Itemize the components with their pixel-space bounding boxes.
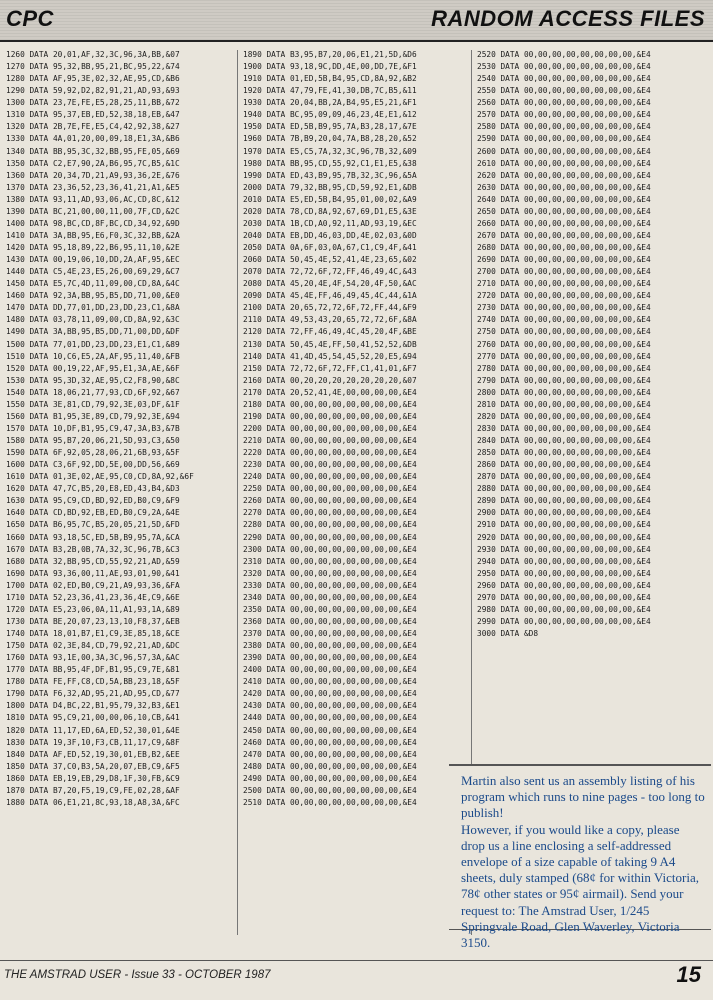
listing-line: 1280 DATA AF,95,3E,02,32,AE,95,CD,&B6 — [6, 74, 180, 84]
listing-line: 2020 DATA 78,CD,8A,92,67,69,D1,E5,&3E — [243, 206, 417, 216]
listing-line: 2900 DATA 00,00,00,00,00,00,00,00,&E4 — [477, 508, 651, 518]
listing-line: 2430 DATA 00,00,00,00,00,00,00,00,&E4 — [243, 701, 417, 711]
listing-line: 2150 DATA 72,72,6F,72,FF,C1,41,01,&F7 — [243, 363, 417, 373]
listing-line: 2710 DATA 00,00,00,00,00,00,00,00,&E4 — [477, 279, 651, 289]
listing-line: 2810 DATA 00,00,00,00,00,00,00,00,&E4 — [477, 399, 651, 409]
listing-line: 1470 DATA DD,77,01,DD,23,DD,23,C1,&8A — [6, 303, 180, 313]
listing-column-3 — [477, 49, 709, 640]
listing-line: 1400 DATA 98,BC,CD,8F,BC,CD,34,92,&9D — [6, 218, 180, 228]
listing-line: 1530 DATA 95,3D,32,AE,95,C2,F8,90,&8C — [6, 375, 180, 385]
listing-line: 1570 DATA 10,DF,B1,95,C9,47,3A,B3,&7B — [6, 423, 180, 433]
listing-column-2 — [243, 49, 468, 809]
listing-line: 1510 DATA 10,C6,E5,2A,AF,95,11,40,&FB — [6, 351, 180, 361]
listing-line: 2950 DATA 00,00,00,00,00,00,00,00,&E4 — [477, 568, 651, 578]
listing-line: 1320 DATA 2B,7E,FE,E5,C4,42,92,38,&27 — [6, 122, 180, 132]
listing-line: 1600 DATA C3,6F,92,DD,5E,00,DD,56,&69 — [6, 460, 180, 470]
listing-line: 2990 DATA 00,00,00,00,00,00,00,00,&E4 — [477, 616, 651, 626]
listing-line: 2920 DATA 00,00,00,00,00,00,00,00,&E4 — [477, 532, 651, 542]
listing-line: 2060 DATA 50,45,4E,52,41,4E,23,65,&02 — [243, 255, 417, 265]
listing-line: 1490 DATA 3A,BB,95,B5,DD,71,00,DD,&DF — [6, 327, 180, 337]
listing-line: 1690 DATA 93,36,00,11,AE,93,01,90,&41 — [6, 568, 180, 578]
listing-line: 1750 DATA 02,3E,84,CD,79,92,21,AD,&DC — [6, 641, 180, 651]
listing-line: 1340 DATA BB,95,3C,32,BB,95,FE,05,&69 — [6, 146, 180, 156]
listing-line: 2500 DATA 00,00,00,00,00,00,00,00,&E4 — [243, 785, 417, 795]
listing-line: 2120 DATA 72,FF,46,49,4C,45,20,4F,&BE — [243, 327, 417, 337]
header-rule — [0, 40, 713, 42]
listing-line: 2770 DATA 00,00,00,00,00,00,00,00,&E4 — [477, 351, 651, 361]
listing-line: 1500 DATA 77,01,DD,23,DD,23,E1,C1,&89 — [6, 339, 180, 349]
listing-line: 2320 DATA 00,00,00,00,00,00,00,00,&E4 — [243, 568, 417, 578]
listing-line: 1590 DATA 6F,92,05,28,06,21,6B,93,&5F — [6, 448, 180, 458]
listing-line: 2070 DATA 72,72,6F,72,FF,46,49,4C,&43 — [243, 267, 417, 277]
listing-line: 2450 DATA 00,00,00,00,00,00,00,00,&E4 — [243, 725, 417, 735]
listing-line: 1810 DATA 95,C9,21,00,00,06,10,CB,&41 — [6, 713, 180, 723]
listing-line: 1360 DATA 20,34,7D,21,A9,93,36,2E,&76 — [6, 170, 180, 180]
listing-line: 2330 DATA 00,00,00,00,00,00,00,00,&E4 — [243, 580, 417, 590]
listing-line: 1610 DATA 01,3E,02,AE,95,C0,CD,8A,92,&6F — [6, 472, 194, 482]
listing-line: 2400 DATA 00,00,00,00,00,00,00,00,&E4 — [243, 665, 417, 675]
listing-line: 2830 DATA 00,00,00,00,00,00,00,00,&E4 — [477, 423, 651, 433]
listing-line: 2350 DATA 00,00,00,00,00,00,00,00,&E4 — [243, 604, 417, 614]
listing-line: 1290 DATA 59,92,D2,82,91,21,AD,93,&93 — [6, 86, 180, 96]
listing-line: 2440 DATA 00,00,00,00,00,00,00,00,&E4 — [243, 713, 417, 723]
listing-line: 2190 DATA 00,00,00,00,00,00,00,00,&E4 — [243, 411, 417, 421]
listing-line: 1730 DATA BE,20,07,23,13,10,F8,37,&EB — [6, 616, 180, 626]
listing-line: 1820 DATA 11,17,ED,6A,ED,52,30,01,&4E — [6, 725, 180, 735]
listing-line: 1380 DATA 93,11,AD,93,06,AC,CD,8C,&12 — [6, 194, 180, 204]
listing-line: 2760 DATA 00,00,00,00,00,00,00,00,&E4 — [477, 339, 651, 349]
listing-line: 1260 DATA 20,01,AF,32,3C,96,3A,BB,&07 — [6, 50, 180, 59]
listing-line: 1410 DATA 3A,BB,95,E6,F0,3C,32,BB,&2A — [6, 230, 180, 240]
listing-line: 1560 DATA B1,95,3E,89,CD,79,92,3E,&94 — [6, 411, 180, 421]
listing-line: 1880 DATA 06,E1,21,8C,93,18,A8,3A,&FC — [6, 797, 180, 807]
listing-line: 1960 DATA 7B,B9,20,04,7A,B8,28,20,&52 — [243, 134, 417, 144]
listing-line: 1800 DATA D4,BC,22,B1,95,79,32,B3,&E1 — [6, 701, 180, 711]
listing-line: 1450 DATA E5,7C,4D,11,09,00,CD,8A,&4C — [6, 279, 180, 289]
note-paragraph: Martin also sent us an assembly listing of his program which runs to nine pages - too long to publish! — [461, 773, 705, 821]
listing-line: 2340 DATA 00,00,00,00,00,00,00,00,&E4 — [243, 592, 417, 602]
listing-line: 2750 DATA 00,00,00,00,00,00,00,00,&E4 — [477, 327, 651, 337]
listing-line: 2650 DATA 00,00,00,00,00,00,00,00,&E4 — [477, 206, 651, 216]
listing-line: 2110 DATA 49,53,43,20,65,72,72,6F,&8A — [243, 315, 417, 325]
listing-line: 2530 DATA 00,00,00,00,00,00,00,00,&E4 — [477, 62, 651, 72]
listing-line: 1900 DATA 93,18,9C,DD,4E,00,DD,7E,&F1 — [243, 62, 417, 72]
note-paragraph: However, if you would like a copy, please drop us a line enclosing a self-addressed envelope of a size capable of taking 9 A4 sheets, duly stamped (68¢ for within Victoria, 78¢ other states or 95¢ airmail). Send your request to: The Amstrad User, 1/245 Springvale Road, Glen Waverley, Victoria 3150. — [461, 821, 699, 951]
listing-line: 1580 DATA 95,B7,20,06,21,5D,93,C3,&50 — [6, 436, 180, 445]
listing-line: 2580 DATA 00,00,00,00,00,00,00,00,&E4 — [477, 122, 651, 132]
listing-line: 2930 DATA 00,00,00,00,00,00,00,00,&E4 — [477, 544, 651, 554]
listing-line: 2140 DATA 41,4D,45,54,45,52,20,E5,&94 — [243, 351, 417, 361]
listing-column-1 — [6, 49, 234, 809]
listing-line: 1700 DATA 02,ED,B0,C9,21,A9,93,36,&FA — [6, 580, 180, 590]
listing-line: 2960 DATA 00,00,00,00,00,00,00,00,&E4 — [477, 580, 651, 590]
footer-issue: THE AMSTRAD USER - Issue 33 - OCTOBER 1987 — [4, 969, 271, 981]
footer-rule — [0, 960, 713, 961]
listing-line: 2290 DATA 00,00,00,00,00,00,00,00,&E4 — [243, 532, 417, 542]
listing-line: 2130 DATA 50,45,4E,FF,50,41,52,52,&DB — [243, 339, 417, 349]
listing-line: 2790 DATA 00,00,00,00,00,00,00,00,&E4 — [477, 375, 651, 385]
listing-line: 1680 DATA 32,BB,95,CD,55,92,21,AD,&59 — [6, 556, 180, 566]
listing-line: 1550 DATA 3E,81,CD,79,92,3E,03,DF,&1F — [6, 399, 180, 409]
listing-line: 1460 DATA 92,3A,BB,95,B5,DD,71,00,&E0 — [6, 291, 180, 301]
listing-line: 2490 DATA 00,00,00,00,00,00,00,00,&E4 — [243, 773, 417, 783]
listing-line: 1950 DATA ED,5B,B9,95,7A,B3,28,17,&7E — [243, 122, 417, 132]
listing-line: 2240 DATA 00,00,00,00,00,00,00,00,&E4 — [243, 472, 417, 482]
listing-line: 2390 DATA 00,00,00,00,00,00,00,00,&E4 — [243, 653, 417, 663]
listing-line: 1310 DATA 95,37,EB,ED,52,38,18,EB,&47 — [6, 110, 180, 120]
listing-line: 2610 DATA 00,00,00,00,00,00,00,00,&E4 — [477, 158, 651, 168]
listing-line: 2050 DATA 0A,6F,03,0A,67,C1,C9,4F,&41 — [243, 243, 417, 252]
listing-line: 1660 DATA 93,18,5C,ED,5B,B9,95,7A,&CA — [6, 532, 180, 542]
listing-line: 2560 DATA 00,00,00,00,00,00,00,00,&E4 — [477, 98, 651, 108]
listing-line: 1890 DATA B3,95,B7,20,06,E1,21,5D,&D6 — [243, 50, 417, 59]
listing-line: 2030 DATA 1B,CD,A0,92,11,AD,93,19,&EC — [243, 218, 417, 228]
section-label: CPC — [6, 6, 54, 31]
listing-line: 1990 DATA ED,43,B9,95,7B,32,3C,96,&5A — [243, 170, 417, 180]
listing-line: 2090 DATA 45,4E,FF,46,49,45,4C,44,&1A — [243, 291, 417, 301]
listing-line: 2670 DATA 00,00,00,00,00,00,00,00,&E4 — [477, 230, 651, 240]
listing-line: 3000 DATA &D8 — [477, 629, 539, 638]
listing-line: 1860 DATA EB,19,EB,29,D8,1F,30,FB,&C9 — [6, 773, 180, 783]
listing-line: 2170 DATA 20,52,41,4E,00,00,00,00,&E4 — [243, 387, 417, 397]
listing-line: 2740 DATA 00,00,00,00,00,00,00,00,&E4 — [477, 315, 651, 325]
listing-line: 1910 DATA 01,ED,5B,B4,95,CD,8A,92,&B2 — [243, 74, 417, 84]
listing-line: 2550 DATA 00,00,00,00,00,00,00,00,&E4 — [477, 86, 651, 96]
listing-line: 2640 DATA 00,00,00,00,00,00,00,00,&E4 — [477, 194, 651, 204]
listing-line: 2660 DATA 00,00,00,00,00,00,00,00,&E4 — [477, 218, 651, 228]
listing-line: 1640 DATA CD,BD,92,EB,ED,B0,C9,2A,&4E — [6, 508, 180, 518]
listing-line: 2380 DATA 00,00,00,00,00,00,00,00,&E4 — [243, 641, 417, 651]
listing-line: 2480 DATA 00,00,00,00,00,00,00,00,&E4 — [243, 761, 417, 771]
listing-line: 1630 DATA 95,C9,CD,BD,92,ED,B0,C9,&F9 — [6, 496, 180, 506]
listing-line: 2210 DATA 00,00,00,00,00,00,00,00,&E4 — [243, 436, 417, 445]
listing-line: 2630 DATA 00,00,00,00,00,00,00,00,&E4 — [477, 182, 651, 192]
article-title: RANDOM ACCESS FILES — [431, 6, 705, 31]
listing-line: 1940 DATA BC,95,09,09,46,23,4E,E1,&12 — [243, 110, 417, 120]
listing-line: 1480 DATA 03,78,11,09,00,CD,8A,92,&3C — [6, 315, 180, 325]
listing-line: 1850 DATA 37,C0,B3,5A,20,07,EB,C9,&F5 — [6, 761, 180, 771]
listing-line: 1920 DATA 47,79,FE,41,30,DB,7C,B5,&11 — [243, 86, 417, 96]
listing-line: 2890 DATA 00,00,00,00,00,00,00,00,&E4 — [477, 496, 651, 506]
listing-line: 1350 DATA C2,E7,90,2A,B6,95,7C,B5,&1C — [6, 158, 180, 168]
listing-line: 2270 DATA 00,00,00,00,00,00,00,00,&E4 — [243, 508, 417, 518]
listing-line: 1780 DATA FE,FF,C8,CD,5A,BB,23,18,&5F — [6, 677, 180, 687]
listing-line: 2200 DATA 00,00,00,00,00,00,00,00,&E4 — [243, 423, 417, 433]
listing-line: 2420 DATA 00,00,00,00,00,00,00,00,&E4 — [243, 689, 417, 699]
listing-line: 1790 DATA F6,32,AD,95,21,AD,95,CD,&77 — [6, 689, 180, 699]
listing-line: 2840 DATA 00,00,00,00,00,00,00,00,&E4 — [477, 436, 651, 445]
listing-line: 2370 DATA 00,00,00,00,00,00,00,00,&E4 — [243, 629, 417, 638]
listing-line: 1370 DATA 23,36,52,23,36,41,21,A1,&E5 — [6, 182, 180, 192]
listing-line: 2940 DATA 00,00,00,00,00,00,00,00,&E4 — [477, 556, 651, 566]
page-header — [0, 0, 713, 40]
listing-line: 1430 DATA 00,19,06,10,DD,2A,AF,95,&EC — [6, 255, 180, 265]
listing-line: 2010 DATA E5,ED,5B,B4,95,01,00,02,&A9 — [243, 194, 417, 204]
listing-line: 2980 DATA 00,00,00,00,00,00,00,00,&E4 — [477, 604, 651, 614]
listing-line: 2470 DATA 00,00,00,00,00,00,00,00,&E4 — [243, 749, 417, 759]
listing-line: 2870 DATA 00,00,00,00,00,00,00,00,&E4 — [477, 472, 651, 482]
listing-line: 2600 DATA 00,00,00,00,00,00,00,00,&E4 — [477, 146, 651, 156]
column-divider — [237, 50, 238, 935]
listing-line: 1650 DATA B6,95,7C,B5,20,05,21,5D,&FD — [6, 520, 180, 530]
listing-line: 1740 DATA 18,01,B7,E1,C9,3E,85,18,&CE — [6, 629, 180, 638]
listing-line: 1830 DATA 19,3F,10,F3,CB,11,17,C9,&8F — [6, 737, 180, 747]
listing-line: 2680 DATA 00,00,00,00,00,00,00,00,&E4 — [477, 243, 651, 252]
assembly-listing-note — [449, 764, 711, 951]
listing-line: 1620 DATA 47,7C,B5,20,E8,ED,43,B4,&D3 — [6, 484, 180, 494]
listing-line: 1420 DATA 95,18,89,22,B6,95,11,10,&2E — [6, 243, 180, 252]
listing-line: 2730 DATA 00,00,00,00,00,00,00,00,&E4 — [477, 303, 651, 313]
listing-line: 2250 DATA 00,00,00,00,00,00,00,00,&E4 — [243, 484, 417, 494]
listing-line: 2160 DATA 00,20,20,20,20,20,20,20,&07 — [243, 375, 417, 385]
listing-line: 2460 DATA 00,00,00,00,00,00,00,00,&E4 — [243, 737, 417, 747]
listing-line: 1840 DATA AF,ED,52,19,30,01,EB,B2,&EE — [6, 749, 180, 759]
listing-line: 2180 DATA 00,00,00,00,00,00,00,00,&E4 — [243, 399, 417, 409]
listing-line: 2410 DATA 00,00,00,00,00,00,00,00,&E4 — [243, 677, 417, 687]
listing-line: 1980 DATA BB,95,CD,55,92,C1,E1,E5,&38 — [243, 158, 417, 168]
listing-line: 1300 DATA 23,7E,FE,E5,28,25,11,BB,&72 — [6, 98, 180, 108]
listing-line: 2260 DATA 00,00,00,00,00,00,00,00,&E4 — [243, 496, 417, 506]
listing-line: 1720 DATA E5,23,06,0A,11,A1,93,1A,&89 — [6, 604, 180, 614]
listing-line: 2300 DATA 00,00,00,00,00,00,00,00,&E4 — [243, 544, 417, 554]
listing-line: 2800 DATA 00,00,00,00,00,00,00,00,&E4 — [477, 387, 651, 397]
listing-line: 2690 DATA 00,00,00,00,00,00,00,00,&E4 — [477, 255, 651, 265]
listing-line: 2230 DATA 00,00,00,00,00,00,00,00,&E4 — [243, 460, 417, 470]
listing-line: 2540 DATA 00,00,00,00,00,00,00,00,&E4 — [477, 74, 651, 84]
listing-line: 1670 DATA B3,2B,0B,7A,32,3C,96,7B,&C3 — [6, 544, 180, 554]
listing-line: 2360 DATA 00,00,00,00,00,00,00,00,&E4 — [243, 616, 417, 626]
listing-line: 1440 DATA C5,4E,23,E5,26,00,69,29,&C7 — [6, 267, 180, 277]
listing-line: 2520 DATA 00,00,00,00,00,00,00,00,&E4 — [477, 50, 651, 59]
listing-line: 1870 DATA B7,20,F5,19,C9,FE,02,28,&AF — [6, 785, 180, 795]
listing-line: 2970 DATA 00,00,00,00,00,00,00,00,&E4 — [477, 592, 651, 602]
listing-line: 2000 DATA 79,32,BB,95,CD,59,92,E1,&DB — [243, 182, 417, 192]
listing-line: 1330 DATA 4A,01,20,00,09,18,E1,3A,&B6 — [6, 134, 180, 144]
listing-line: 1390 DATA BC,21,00,00,11,00,7F,CD,&2C — [6, 206, 180, 216]
listing-line: 2850 DATA 00,00,00,00,00,00,00,00,&E4 — [477, 448, 651, 458]
listing-line: 2040 DATA EB,DD,46,03,DD,4E,02,03,&0D — [243, 230, 417, 240]
listing-line: 2720 DATA 00,00,00,00,00,00,00,00,&E4 — [477, 291, 651, 301]
listing-line: 2220 DATA 00,00,00,00,00,00,00,00,&E4 — [243, 448, 417, 458]
listing-line: 2590 DATA 00,00,00,00,00,00,00,00,&E4 — [477, 134, 651, 144]
listing-line: 1710 DATA 52,23,36,41,23,36,4E,C9,&6E — [6, 592, 180, 602]
listing-line: 2700 DATA 00,00,00,00,00,00,00,00,&E4 — [477, 267, 651, 277]
listing-line: 1760 DATA 93,1E,00,3A,3C,96,57,3A,&AC — [6, 653, 180, 663]
listing-line: 2510 DATA 00,00,00,00,00,00,00,00,&E4 — [243, 797, 417, 807]
listing-line: 1930 DATA 20,04,BB,2A,B4,95,E5,21,&F1 — [243, 98, 417, 108]
listing-line: 1520 DATA 00,19,22,AF,95,E1,3A,AE,&6F — [6, 363, 180, 373]
listing-line: 1270 DATA 95,32,BB,95,21,BC,95,22,&74 — [6, 62, 180, 72]
listing-line: 2860 DATA 00,00,00,00,00,00,00,00,&E4 — [477, 460, 651, 470]
listing-line: 1970 DATA E5,C5,7A,32,3C,96,7B,32,&09 — [243, 146, 417, 156]
listing-line: 1540 DATA 18,06,21,77,93,CD,6F,92,&67 — [6, 387, 180, 397]
page-number: 15 — [676, 962, 701, 987]
listing-line: 2880 DATA 00,00,00,00,00,00,00,00,&E4 — [477, 484, 651, 494]
listing-line: 2080 DATA 45,20,4E,4F,54,20,4F,50,&AC — [243, 279, 417, 289]
listing-line: 2100 DATA 20,65,72,72,6F,72,FF,44,&F9 — [243, 303, 417, 313]
listing-line: 2820 DATA 00,00,00,00,00,00,00,00,&E4 — [477, 411, 651, 421]
listing-line: 2570 DATA 00,00,00,00,00,00,00,00,&E4 — [477, 110, 651, 120]
listing-line: 2280 DATA 00,00,00,00,00,00,00,00,&E4 — [243, 520, 417, 530]
listing-line: 2310 DATA 00,00,00,00,00,00,00,00,&E4 — [243, 556, 417, 566]
listing-line: 2780 DATA 00,00,00,00,00,00,00,00,&E4 — [477, 363, 651, 373]
listing-line: 1770 DATA BB,95,4F,DF,B1,95,C9,7E,&81 — [6, 665, 180, 675]
listing-line: 2620 DATA 00,00,00,00,00,00,00,00,&E4 — [477, 170, 651, 180]
listing-line: 2910 DATA 00,00,00,00,00,00,00,00,&E4 — [477, 520, 651, 530]
